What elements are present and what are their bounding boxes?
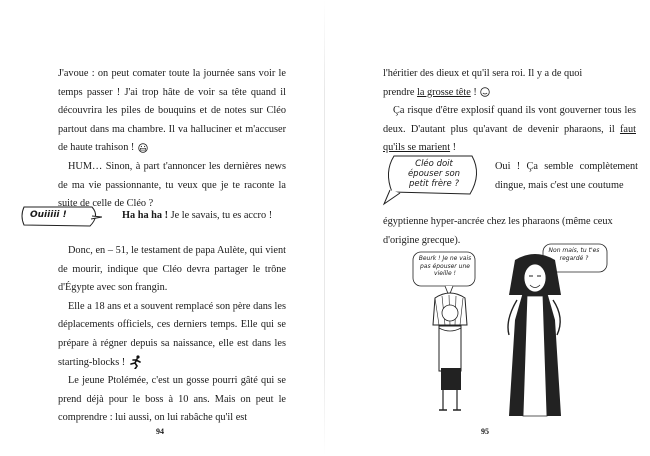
left-text-block-1 [58, 65, 286, 214]
smiley-icon [479, 87, 491, 97]
paragraph: l'héritier des dieux et qu'il sera roi. Il y a de quoi [383, 68, 583, 79]
cleopatra [508, 254, 561, 416]
left-text-block-2 [58, 242, 286, 428]
reply-line: Ha ha ha ! Je le savais, tu es accro ! [122, 210, 273, 221]
paragraph: Elle a 18 ans et a souvent remplacé son père dans les déplacements officiels, ces derniers temps. Elle qui se prépare à régner depuis sa naissance, elle est dans les starting-blocks ! [58, 300, 286, 368]
page-number: 94 [156, 427, 164, 436]
paragraph: HUM… Sinon, à part t'annoncer les dernières news de ma vie passionnante, tu veux que je te raconte la suite de celle de Cléo ? [58, 160, 286, 210]
cleo-bubble-text: Non mais, tu t'es regardé ? [548, 247, 600, 262]
running-man-icon [128, 355, 144, 369]
right-text-block-1 [383, 65, 636, 158]
paragraph: J'avoue : on peut comater toute la journée sans voir le temps passer ! J'ai trop hâte de voir sa tête quand il découvrira les piles de bouquins et de notes sur Cléo partout dans ma chambre. Il va halluciner et m'accuser de haute trahison ! [58, 68, 286, 154]
grimace-emoji-icon [137, 143, 149, 153]
young-pharaoh [433, 293, 467, 410]
page-number: 95 [481, 427, 489, 436]
bubble-text: Cléo doit épouser son petit frère ? [407, 159, 461, 189]
paragraph: Le jeune Ptolémée, c'est un gosse pourri gâté qui se prend déjà pour le boss à 10 ans. Mais on peut le comprendre : lui aussi, on lui rabâche qu'il est [58, 375, 286, 424]
bubble-text: Ouiiiii ! [30, 210, 67, 220]
side-text: Oui ! Ça semble complètement dingue, mais c'est une coutume [495, 161, 638, 191]
paragraph: prendre la grosse tête ! [383, 84, 636, 103]
boy-bubble-text: Beurk ! Je ne vais pas épouser une vieille ! [418, 255, 472, 277]
paragraph: Ça risque d'être explosif quand ils vont gouverner tous les deux. D'autant plus qu'avant de devenir pharaons, il faut qu'ils se marient ! [383, 105, 636, 154]
paragraph: Donc, en – 51, le testament de papa Aulète, qui vient de mourir, indique que Cléo devra partager le trône d'Égypte avec son frangin. [58, 245, 286, 294]
continued-text: égyptienne hyper-ancrée chez les pharaons (même ceux d'origine grecque). [383, 216, 613, 246]
right-page [325, 0, 650, 456]
